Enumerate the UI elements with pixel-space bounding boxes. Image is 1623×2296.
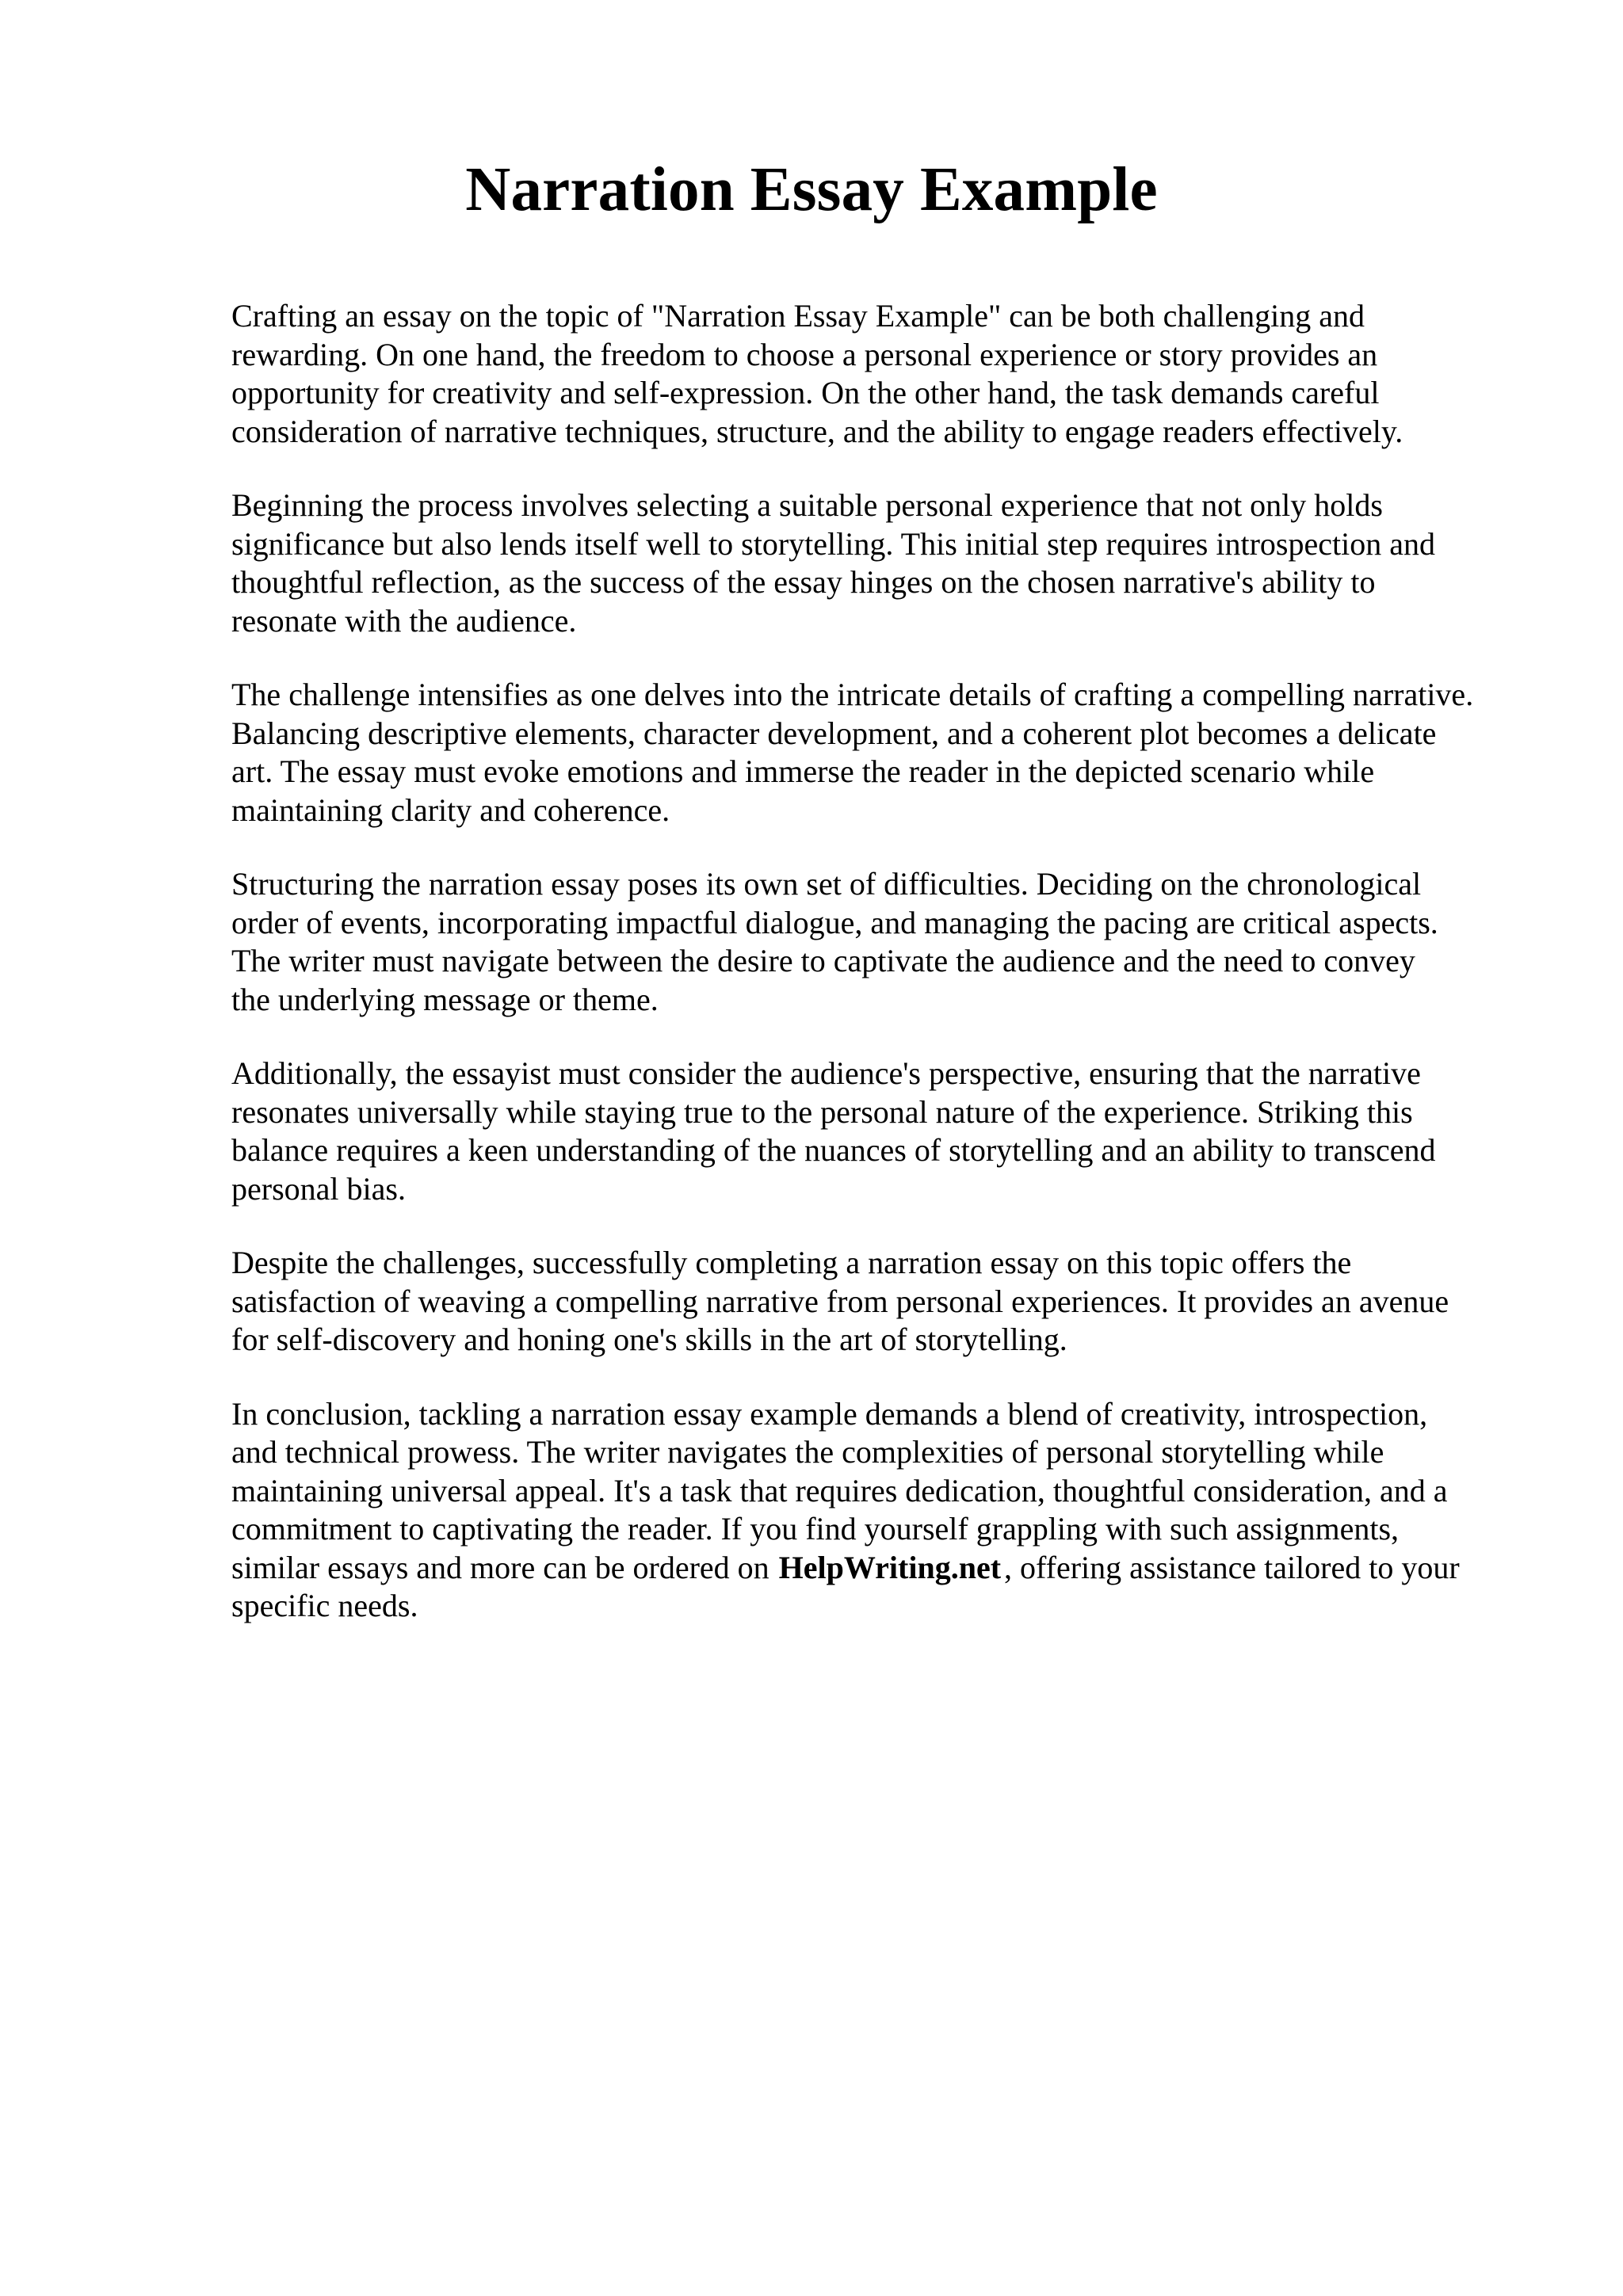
- text-line: personal bias.: [231, 1170, 406, 1207]
- text-segment: , offering assistance tailored to your: [1004, 1549, 1460, 1585]
- text-line: The challenge intensifies as one delves into the intricate details of crafting a compelling narrative.: [231, 677, 1474, 712]
- text-line: Structuring the narration essay poses its own set of difficulties. Deciding on the chronological: [231, 866, 1422, 902]
- text-line: In conclusion, tackling a narration essay example demands a blend of creativity, introspection,: [231, 1395, 1428, 1432]
- paragraph-challenge: [231, 676, 1563, 830]
- text-line: balance requires a keen understanding of the nuances of storytelling and an ability to transcend: [231, 1132, 1436, 1168]
- text-line: [231, 1549, 1563, 1588]
- brand-name: HelpWriting.net: [778, 1549, 1002, 1585]
- text-line: for self-discovery and honing one's skills in the art of storytelling.: [231, 1322, 1067, 1357]
- text-line: opportunity for creativity and self-expression. On the other hand, the task demands careful: [231, 375, 1380, 410]
- text-line: and technical prowess. The writer navigates the complexities of personal storytelling while: [231, 1434, 1384, 1470]
- text-line: consideration of narrative techniques, structure, and the ability to engage readers effectively.: [231, 413, 1403, 449]
- text-line: Beginning the process involves selecting a suitable personal experience that not only holds: [231, 487, 1383, 523]
- text-line: Crafting an essay on the topic of "Narration Essay Example" can be both challenging and: [231, 298, 1365, 334]
- paragraph-structuring: [231, 865, 1563, 1019]
- paragraph-audience: [231, 1055, 1563, 1208]
- text-line: Despite the challenges, successfully completing a narration essay on this topic offers the: [231, 1245, 1352, 1280]
- paragraph-despite: [231, 1244, 1563, 1360]
- text-line: Additionally, the essayist must consider the audience's perspective, ensuring that the narrative: [231, 1055, 1421, 1091]
- text-line: maintaining clarity and coherence.: [231, 791, 670, 828]
- text-line: significance but also lends itself well to storytelling. This initial step requires introspection and: [231, 525, 1435, 562]
- text-line: resonate with the audience.: [231, 602, 577, 639]
- document-body: [231, 297, 1563, 1661]
- text-line: rewarding. On one hand, the freedom to choose a personal experience or story provides an: [231, 336, 1378, 372]
- text-line: Balancing descriptive elements, character development, and a coherent plot becomes a delicate: [231, 715, 1437, 751]
- text-line: the underlying message or theme.: [231, 981, 659, 1017]
- text-segment: similar essays and more can be ordered on: [231, 1549, 769, 1585]
- paragraph-beginning: [231, 486, 1563, 640]
- document-title: Narration Essay Example: [465, 155, 1158, 224]
- text-line: maintaining universal appeal. It's a task that requires dedication, thoughtful consideration, and a: [231, 1472, 1448, 1508]
- text-line: order of events, incorporating impactful dialogue, and managing the pacing are critical aspects.: [231, 904, 1438, 940]
- text-line: thoughtful reflection, as the success of the essay hinges on the chosen narrative's ability to: [231, 564, 1376, 600]
- text-line: The writer must navigate between the desire to captivate the audience and the need to convey: [231, 943, 1415, 978]
- text-line: art. The essay must evoke emotions and immerse the reader in the depicted scenario while: [231, 753, 1375, 789]
- text-line: commitment to captivating the reader. If you find yourself grappling with such assignments,: [231, 1511, 1400, 1547]
- paragraph-conclusion: [231, 1395, 1563, 1626]
- text-line: satisfaction of weaving a compelling narrative from personal experiences. It provides an avenue: [231, 1283, 1449, 1319]
- paragraph-intro: [231, 297, 1563, 451]
- text-line: resonates universally while staying true to the personal nature of the experience. Striking this: [231, 1093, 1413, 1130]
- text-line: specific needs.: [231, 1588, 418, 1623]
